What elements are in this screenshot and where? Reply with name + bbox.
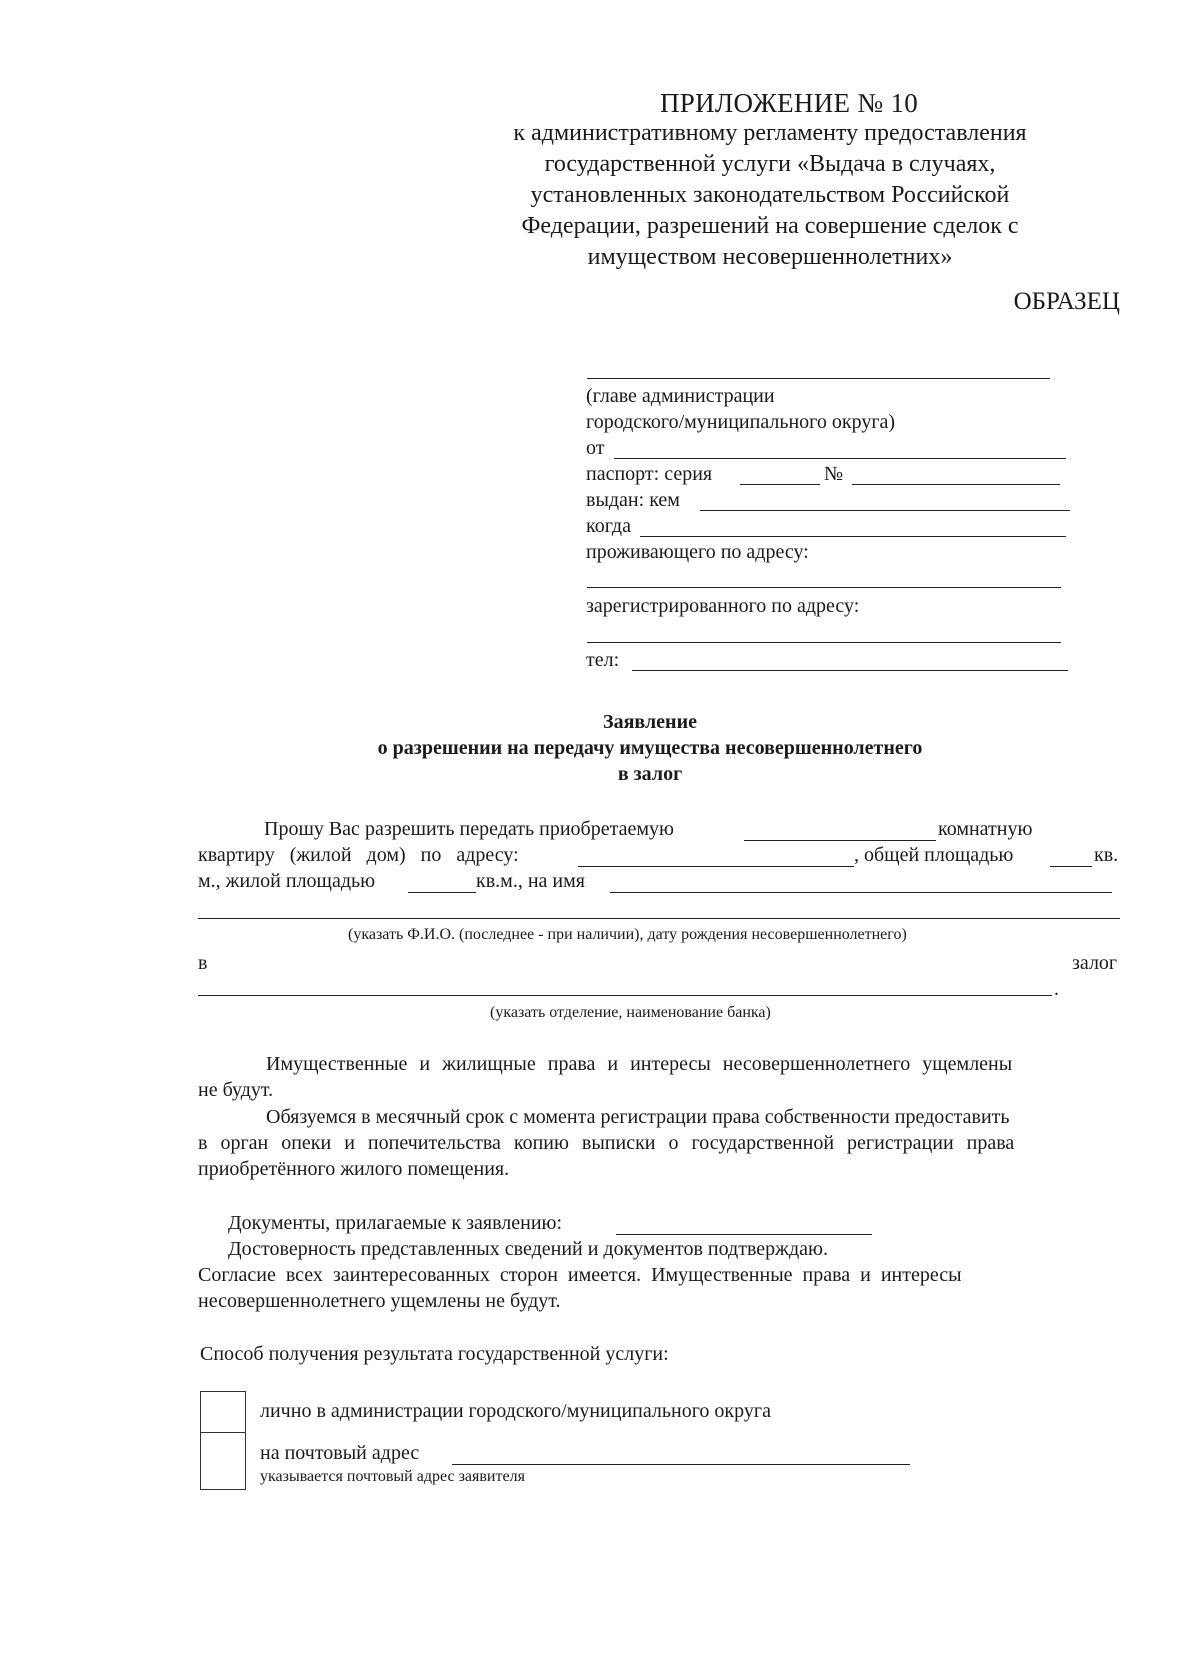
request-line-3b: кв.м., на имя: [476, 870, 585, 892]
pledge-label: залог: [1072, 952, 1118, 974]
addressee-name-line[interactable]: [587, 378, 1050, 379]
bank-line-dot: .: [1054, 978, 1059, 1000]
request-line-2b: , общей площадью: [854, 844, 1014, 866]
issued-by-label: выдан: кем: [586, 489, 680, 511]
rights-paragraph-line-2: не будут.: [198, 1079, 274, 1101]
appendix-line-4: Федерации, разрешений на совершение сделок с: [521, 213, 1019, 239]
issued-by-line[interactable]: [700, 510, 1070, 511]
statement-title: Заявление: [603, 711, 697, 733]
living-area-line[interactable]: [408, 892, 476, 893]
attached-docs-label: Документы, прилагаемые к заявлению:: [228, 1212, 563, 1234]
obligation-line-1: Обязуемся в месячный срок с момента регистрации права собственности предоставить: [266, 1106, 1010, 1128]
passport-number-label: №: [824, 463, 844, 485]
confirm-statement: Достоверность представленных сведений и документов подтверждаю.: [228, 1238, 828, 1260]
registered-address-line[interactable]: [587, 642, 1061, 643]
request-line-1b: комнатную: [938, 818, 1033, 840]
bank-line[interactable]: [198, 995, 1052, 996]
sample-label: ОБРАЗЕЦ: [1013, 288, 1120, 315]
obligation-line-2: в орган опеки и попечительства копию выписки о государственной регистрации права: [198, 1132, 1015, 1154]
minor-name-line-2[interactable]: [198, 918, 1120, 919]
bank-note: (указать отделение, наименование банка): [490, 1004, 771, 1021]
passport-series-line[interactable]: [740, 484, 820, 485]
mail-address-note: указывается почтовый адрес заявителя: [260, 1468, 525, 1485]
appendix-line-2: государственной услуги «Выдача в случаях,: [544, 151, 996, 177]
issued-when-line[interactable]: [640, 536, 1066, 537]
minor-fio-note: (указать Ф.И.О. (последнее - при наличии), дату рождения несовершеннолетнего): [348, 926, 907, 943]
request-line-1a: Прошу Вас разрешить передать приобретаемую: [264, 818, 674, 840]
consent-line-1: Согласие всех заинтересованных сторон имеется. Имущественные права и интересы: [198, 1264, 962, 1286]
passport-number-line[interactable]: [852, 484, 1060, 485]
request-line-2a: квартиру (жилой дом) по адресу:: [198, 844, 519, 866]
phone-label: тел:: [586, 649, 620, 671]
registered-label: зарегистрированного по адресу:: [586, 595, 860, 617]
mail-option-label: на почтовый адрес: [260, 1442, 420, 1464]
result-method-heading: Способ получения результата государственной услуги:: [200, 1343, 669, 1365]
passport-series-label: паспорт: серия: [586, 463, 713, 485]
rights-paragraph-line-1: Имущественные и жилищные права и интересы несовершеннолетнего ущемлены: [266, 1053, 1013, 1075]
request-line-2c: кв.: [1094, 844, 1119, 866]
minor-name-line[interactable]: [610, 892, 1112, 893]
from-label: от: [586, 437, 605, 459]
appendix-line-3: установленных законодательством Российской: [530, 182, 1010, 208]
appendix-line-5: имуществом несовершеннолетних»: [587, 244, 953, 270]
phone-line[interactable]: [632, 670, 1068, 671]
appendix-description: [470, 118, 1070, 273]
total-area-line[interactable]: [1050, 866, 1092, 867]
in-person-option-label: лично в администрации городского/муниципального округа: [260, 1400, 771, 1422]
in-person-checkbox[interactable]: [200, 1391, 246, 1433]
consent-line-2: несовершеннолетнего ущемлены не будут.: [198, 1290, 561, 1312]
appendix-title: ПРИЛОЖЕНИЕ № 10: [660, 88, 919, 118]
mail-address-line[interactable]: [452, 1464, 910, 1465]
rooms-count-line[interactable]: [744, 840, 936, 841]
statement-subtitle: о разрешении на передачу имущества несовершеннолетнего: [377, 737, 923, 759]
obligation-line-3: приобретённого жилого помещения.: [198, 1158, 510, 1180]
from-field-line[interactable]: [614, 458, 1066, 459]
residing-label: проживающего по адресу:: [586, 541, 809, 563]
issued-when-label: когда: [586, 515, 631, 537]
addressee-line-1: (главе администрации: [586, 385, 775, 407]
attached-docs-line[interactable]: [616, 1234, 872, 1235]
mail-checkbox[interactable]: [200, 1432, 246, 1490]
statement-subtitle-2: в залог: [617, 763, 683, 785]
property-address-line[interactable]: [578, 866, 854, 867]
request-line-3a: м., жилой площадью: [198, 870, 376, 892]
residing-address-line[interactable]: [587, 587, 1061, 588]
appendix-line-1: к административному регламенту предоставления: [513, 120, 1027, 146]
in-label: в: [198, 952, 208, 974]
addressee-line-2: городского/муниципального округа): [586, 411, 896, 433]
